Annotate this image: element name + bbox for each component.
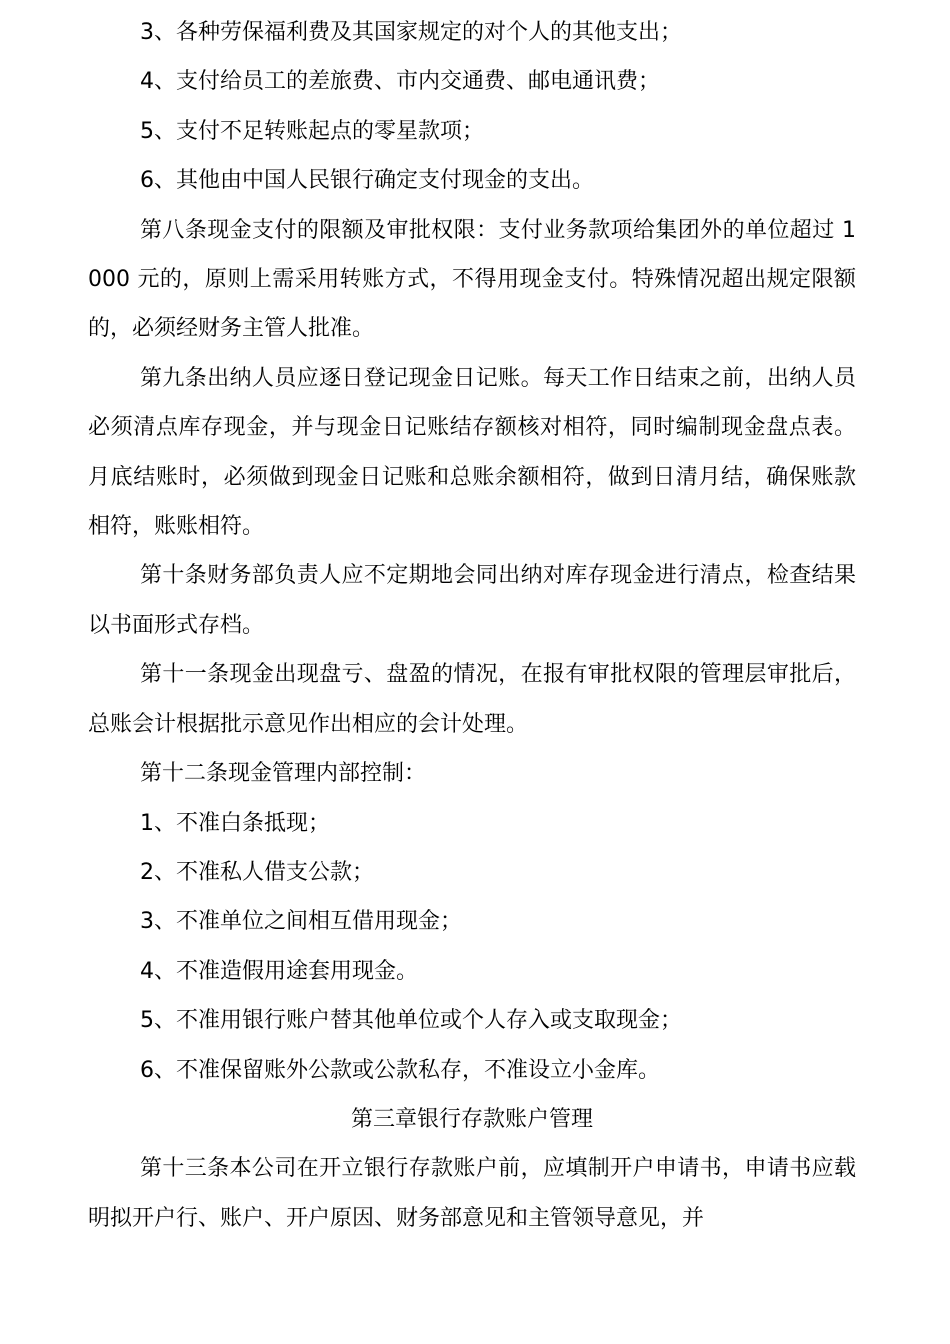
article-10-paragraph: 第十条财务部负责人应不定期地会同出纳对库存现金进行清点，检查结果以书面形式存档。 [88, 563, 856, 638]
list-item-3: 3、各种劳保福利费及其国家规定的对个人的其他支出； [140, 20, 682, 45]
chapter-3-title: 第三章银行存款账户管理 [350, 1106, 593, 1132]
article-8-paragraph: 第八条现金支付的限额及审批权限：支付业务款项给集团外的单位超过 1000 元的，原则上需采用转账方式，不得用现金支付。特殊情况超出规定限额的，必须经财务主管人批准。 [88, 217, 856, 342]
control-item-4: 4、不准造假用途套用现金。 [140, 958, 418, 984]
control-item-1: 1、不准白条抵现； [140, 810, 330, 836]
control-item-3: 3、不准单位之间相互借用现金； [140, 909, 462, 935]
article-13-paragraph: 第十三条本公司在开立银行存款账户前，应填制开户申请书，申请书应载明拟开户行、账户、开户原因、财务部意见和主管领导意见，并 [88, 1156, 856, 1231]
control-item-5: 5、不准用银行账户替其他单位或个人存入或支取现金； [140, 1008, 682, 1034]
control-item-2: 2、不准私人借支公款； [140, 859, 374, 885]
article-12-heading: 第十二条现金管理内部控制： [140, 761, 427, 787]
list-item-4: 4、支付给员工的差旅费、市内交通费、邮电通讯费； [140, 69, 660, 95]
list-item-5: 5、支付不足转账起点的零星款项； [140, 118, 484, 144]
document-body [88, 8, 856, 1243]
article-9-paragraph: 第九条出纳人员应逐日登记现金日记账。每天工作日结束之前，出纳人员必须清点库存现金，并与现金日记账结存额核对相符，同时编制现金盘点表。月底结账时，必须做到现金日记账和总账余额相符，做到日清月结，确保账款相符，账账相符。 [88, 365, 856, 540]
control-item-6: 6、不准保留账外公款或公款私存，不准设立小金库。 [140, 1057, 660, 1083]
article-11-paragraph: 第十一条现金出现盘亏、盘盈的情况，在报有审批权限的管理层审批后，总账会计根据批示意见作出相应的会计处理。 [88, 662, 856, 737]
list-item-6: 6、其他由中国人民银行确定支付现金的支出。 [140, 168, 594, 194]
